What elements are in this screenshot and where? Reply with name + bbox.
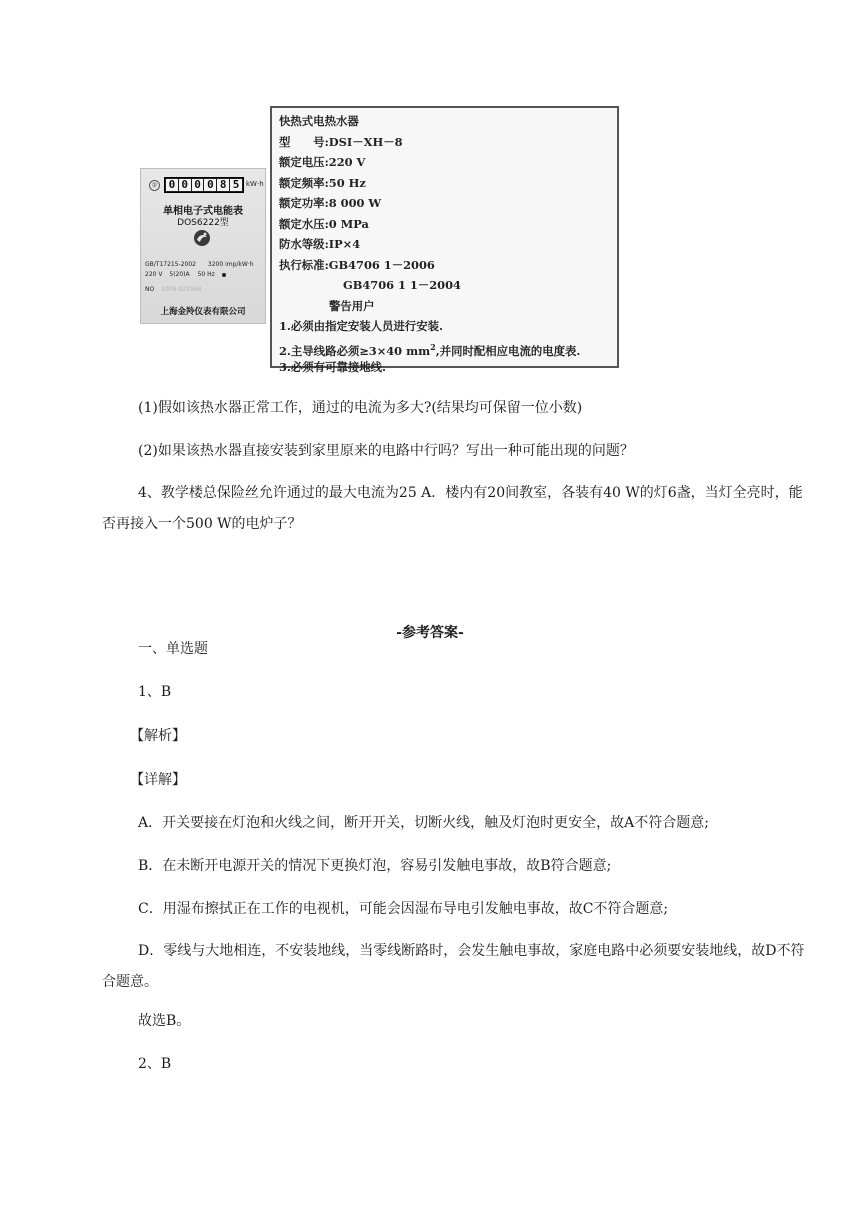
option-c-explanation: C．用湿布擦拭正在工作的电视机，可能会因湿布导电引发触电事故，故C不符合题意; (138, 901, 669, 917)
section-title: 一、单选题 (138, 641, 208, 657)
meter-digit: 0 (166, 179, 178, 191)
warning-2-superscript: 2 (430, 341, 436, 352)
warning-2-text: 2.主导线路必须≥3×40 mm (279, 343, 431, 358)
meter-counter-row (147, 176, 264, 196)
meter-serial: 2009-022568 (161, 286, 202, 293)
meter-spec-row-1 (145, 261, 254, 268)
nameplate-standard-2: GB4706 1 1－2004 (343, 278, 461, 292)
option-a-explanation: A．开关要接在灯泡和火线之间，断开开关，切断火线，触及灯泡时更安全，故A不符合题意; (138, 815, 709, 831)
meter-logo-icon (193, 229, 211, 247)
option-b-explanation: B．在未断开电源开关的情况下更换灯泡，容易引发触电事故，故B符合题意; (138, 858, 612, 874)
nameplate-standard-1: 执行标准:GB4706 1－2006 (279, 257, 435, 272)
meter-name: 单相电子式电能表 (163, 206, 243, 217)
nameplate-model (279, 132, 617, 153)
meter-spec-row-2 (145, 271, 226, 278)
water-heater-nameplate (270, 106, 619, 374)
answer-item-2: 2、B (138, 1056, 172, 1072)
nameplate-power: 额定功率:8 000 W (279, 196, 382, 210)
conclusion: 故选B。 (138, 1013, 191, 1029)
meter-digit: 0 (179, 179, 191, 191)
meter-model: DOS6222型 (177, 218, 229, 228)
nameplate-pressure: 额定水压:0 MPa (279, 216, 369, 231)
nameplate-model-label: 型 号: (279, 134, 329, 149)
nameplate-waterproof: 防水等级:IP×4 (279, 237, 361, 251)
meter-unit: kW·h (246, 180, 264, 188)
meter-no-label: NO (145, 286, 155, 293)
answer-item-1: 1、B (138, 684, 172, 700)
meter-digit: 8 (217, 179, 229, 191)
meter-ring-label: ② (149, 180, 160, 191)
meter-frequency: 50 Hz (197, 271, 215, 278)
nameplate-warning-1: 1.必须由指定安装人员进行安装. (279, 319, 443, 333)
nameplate-voltage: 额定电压:220 V (279, 155, 366, 169)
nameplate-model-value: DSI－XH－8 (328, 134, 403, 149)
meter-indicator-icon (222, 273, 226, 277)
meter-maker: 上海金羚仪表有限公司 (160, 307, 246, 317)
nameplate-warning-2 (279, 337, 617, 358)
analysis-label: 【解析】 (130, 728, 186, 744)
nameplate-title: 快热式电热水器 (279, 114, 359, 128)
nameplate-warning-3: 3.必须有可靠接地线. (279, 360, 386, 374)
option-d-explanation: D．零线与大地相连，不安装地线，当零线断路时，会发生触电事故，家庭电路中必须要安装地线，故D不符合题意。 (102, 943, 805, 990)
question-4: 4、教学楼总保险丝允许通过的最大电流为25 A．楼内有20间教室，各装有40 W的灯6盏，当灯全亮时，能否再接入一个500 W的电炉子？ (102, 485, 803, 532)
meter-voltage: 220 V (145, 271, 163, 278)
meter-counter (164, 177, 244, 193)
answer-heading: -参考答案- (396, 625, 464, 641)
meter-digit: 0 (192, 179, 204, 191)
nameplate-frequency: 额定频率:50 Hz (279, 175, 366, 190)
meter-constant: 3200 imp/kW·h (207, 261, 254, 268)
nameplate-warning-title: 警告用户 (329, 298, 375, 313)
meter-current: 5(20)A (169, 271, 190, 278)
meter-digit: 5 (230, 179, 242, 191)
electricity-meter-image (140, 168, 266, 324)
question-1: (1)假如该热水器正常工作，通过的电流为多大?(结果均可保留一位小数) (138, 400, 583, 416)
warning-2-text-rest: ,并同时配相应电流的电度表. (435, 343, 581, 358)
detail-label: 【详解】 (130, 772, 186, 788)
meter-standard: GB/T17215-2002 (145, 261, 196, 268)
question-2: (2)如果该热水器直接安装到家里原来的电路中行吗？写出一种可能出现的问题？ (138, 443, 634, 459)
meter-digit: 0 (204, 179, 216, 191)
